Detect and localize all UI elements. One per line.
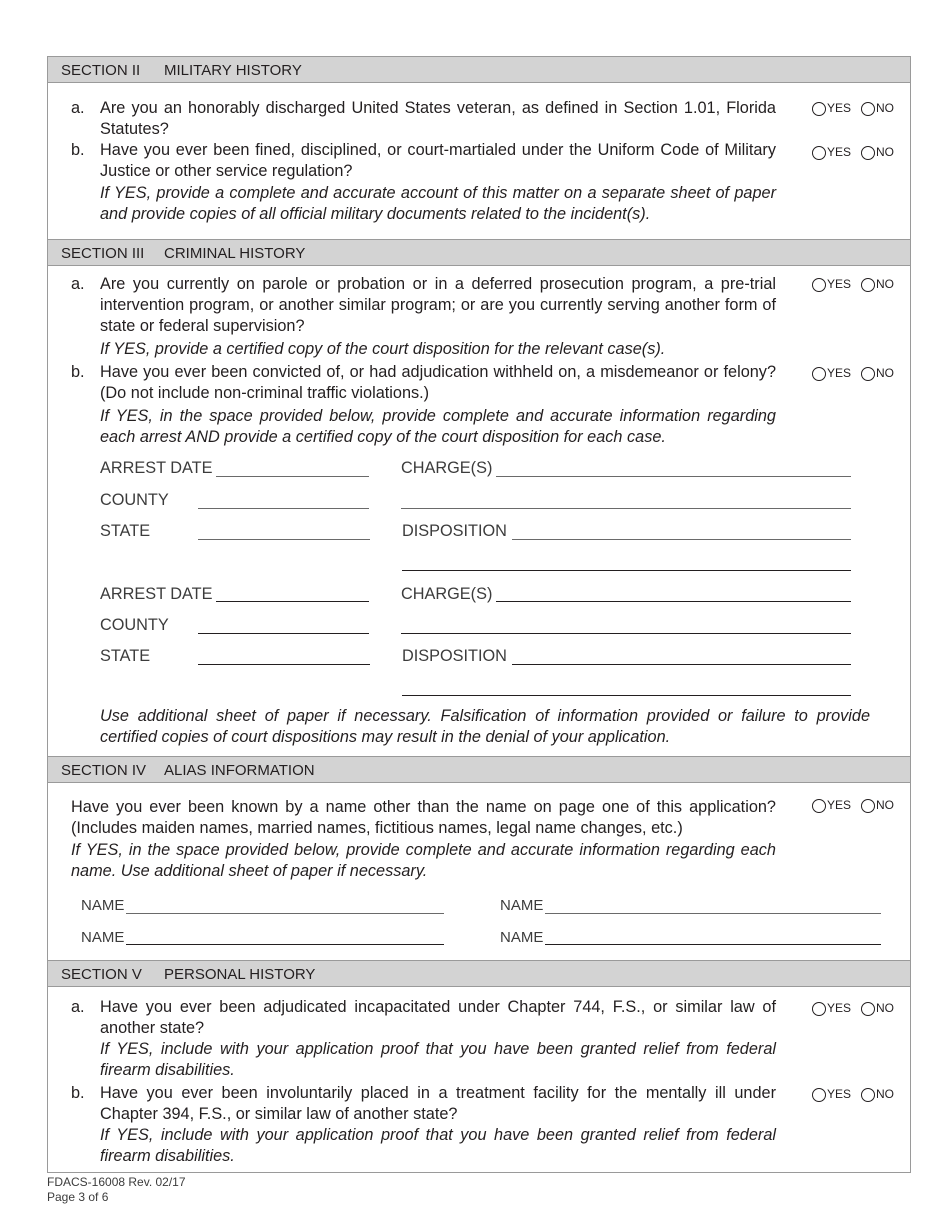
disposition-field-line-2[interactable] — [402, 570, 851, 571]
no-label: NO — [876, 1001, 895, 1015]
question-letter: b. — [71, 141, 85, 159]
question-letter: a. — [71, 99, 85, 117]
county-label: COUNTY — [100, 616, 169, 634]
no-label: NO — [876, 798, 895, 812]
charges-field[interactable] — [496, 601, 851, 602]
question-letter: b. — [71, 363, 85, 381]
section-2-header — [48, 56, 910, 83]
charges-field[interactable] — [496, 476, 851, 477]
no-radio[interactable] — [861, 1002, 875, 1016]
yes-label: YES — [827, 1001, 852, 1015]
section-5-a-options — [812, 1000, 894, 1016]
section-2-title: MILITARY HISTORY — [164, 62, 302, 79]
section-5-number: SECTION V — [61, 966, 142, 983]
county-field[interactable] — [198, 633, 369, 634]
yes-radio[interactable] — [812, 278, 826, 292]
yes-label: YES — [827, 366, 852, 380]
county-label: COUNTY — [100, 491, 169, 509]
question-letter: b. — [71, 1084, 85, 1102]
question-text: Have you ever been convicted of, or had adjudication withheld on, a misdemeanor or felony? (Do not include non-criminal traffic violations.) — [100, 363, 776, 402]
section-3-footer-note: Use additional sheet of paper if necessary. Falsification of information provided or failure to provide certified copies of court dispositions may result in the denial of your application. — [100, 707, 870, 746]
name-label: NAME — [500, 897, 544, 914]
yes-label: YES — [827, 1087, 852, 1101]
state-field[interactable] — [198, 664, 370, 665]
no-radio[interactable] — [861, 367, 875, 381]
county-field[interactable] — [198, 508, 369, 509]
yes-radio[interactable] — [812, 799, 826, 813]
alias-name-field-1[interactable] — [126, 913, 444, 914]
no-radio[interactable] — [861, 799, 875, 813]
page-number: Page 3 of 6 — [47, 1190, 109, 1204]
name-label: NAME — [500, 929, 544, 946]
disposition-field[interactable] — [512, 539, 851, 540]
section-3-number: SECTION III — [61, 245, 145, 262]
name-label: NAME — [81, 897, 125, 914]
section-4-title: ALIAS INFORMATION — [164, 762, 315, 779]
question-text: Have you ever been fined, disciplined, or court-martialed under the Uniform Code of Military Justice or other service regulation? — [100, 141, 776, 180]
alias-name-field-3[interactable] — [126, 944, 444, 945]
section-4-note: If YES, in the space provided below, provide complete and accurate information regarding each name. Use additional sheet of paper if necessary. — [71, 841, 776, 880]
alias-name-field-2[interactable] — [545, 913, 881, 914]
no-label: NO — [876, 101, 895, 115]
section-5-a-note: If YES, include with your application proof that you have been granted relief from federal firearm disabilities. — [100, 1040, 776, 1079]
section-3-header — [48, 239, 910, 266]
section-5-title: PERSONAL HISTORY — [164, 966, 316, 983]
no-radio[interactable] — [861, 278, 875, 292]
charges-field-line-2[interactable] — [401, 508, 851, 509]
disposition-field[interactable] — [512, 664, 851, 665]
no-radio[interactable] — [861, 102, 875, 116]
charges-label: CHARGE(S) — [401, 585, 493, 603]
disposition-field-line-2[interactable] — [402, 695, 851, 696]
yes-radio[interactable] — [812, 367, 826, 381]
arrest-date-field[interactable] — [216, 601, 369, 602]
arrest-date-label: ARREST DATE — [100, 459, 213, 477]
section-5-b-note: If YES, include with your application proof that you have been granted relief from federal firearm disabilities. — [100, 1126, 776, 1165]
section-2-number: SECTION II — [61, 62, 141, 79]
no-label: NO — [876, 1087, 895, 1101]
alias-name-field-4[interactable] — [545, 944, 881, 945]
question-letter: a. — [71, 275, 85, 293]
no-label: NO — [876, 366, 895, 380]
form-number: FDACS-16008 Rev. 02/17 — [47, 1175, 186, 1189]
question-text: Have you ever been involuntarily placed in a treatment facility for the mentally ill under Chapter 394, F.S., or similar law of another state? — [100, 1084, 776, 1123]
no-radio[interactable] — [861, 1088, 875, 1102]
question-text: Have you ever been adjudicated incapacitated under Chapter 744, F.S., or similar law of another state? — [100, 998, 776, 1037]
section-3-a-options — [812, 276, 894, 292]
yes-label: YES — [827, 798, 852, 812]
section-4-header — [48, 756, 910, 783]
section-4-question: Have you ever been known by a name other than the name on page one of this application? (Includes maiden names, married names, fictitious names, legal name changes, etc.) — [71, 798, 776, 837]
section-2-b-note: If YES, provide a complete and accurate account of this matter on a separate sheet of paper and provide copies of all official military documents related to the incident(s). — [100, 184, 776, 223]
disposition-label: DISPOSITION — [402, 522, 507, 540]
charges-label: CHARGE(S) — [401, 459, 493, 477]
question-letter: a. — [71, 998, 85, 1016]
state-label: STATE — [100, 647, 151, 665]
arrest-date-label: ARREST DATE — [100, 585, 213, 603]
disposition-label: DISPOSITION — [402, 647, 507, 665]
yes-label: YES — [827, 101, 852, 115]
no-radio[interactable] — [861, 146, 875, 160]
state-label: STATE — [100, 522, 151, 540]
yes-label: YES — [827, 277, 852, 291]
section-3-b-note: If YES, in the space provided below, provide complete and accurate information regarding each arrest AND provide a certified copy of the court disposition for each case. — [100, 407, 776, 446]
section-5-header — [48, 960, 910, 987]
no-label: NO — [876, 145, 895, 159]
section-2-a-options — [812, 100, 894, 116]
yes-radio[interactable] — [812, 102, 826, 116]
section-3-a-note: If YES, provide a certified copy of the court disposition for the relevant case(s). — [100, 340, 666, 358]
section-4-options — [812, 797, 894, 813]
section-3-b-options — [812, 365, 894, 381]
charges-field-line-2[interactable] — [401, 633, 851, 634]
yes-radio[interactable] — [812, 1002, 826, 1016]
yes-label: YES — [827, 145, 852, 159]
arrest-date-field[interactable] — [216, 476, 369, 477]
yes-radio[interactable] — [812, 146, 826, 160]
section-5-b-options — [812, 1086, 894, 1102]
name-label: NAME — [81, 929, 125, 946]
yes-radio[interactable] — [812, 1088, 826, 1102]
question-text: Are you currently on parole or probation or in a deferred prosecution program, a pre-trial intervention program, or another similar program; or are you currently serving another form of state or federal supervision? — [100, 275, 776, 335]
question-text: Are you an honorably discharged United States veteran, as defined in Section 1.01, Florida Statutes? — [100, 99, 776, 138]
section-2-b-options — [812, 144, 894, 160]
no-label: NO — [876, 277, 895, 291]
section-3-title: CRIMINAL HISTORY — [164, 245, 306, 262]
section-4-number: SECTION IV — [61, 762, 147, 779]
state-field[interactable] — [198, 539, 370, 540]
